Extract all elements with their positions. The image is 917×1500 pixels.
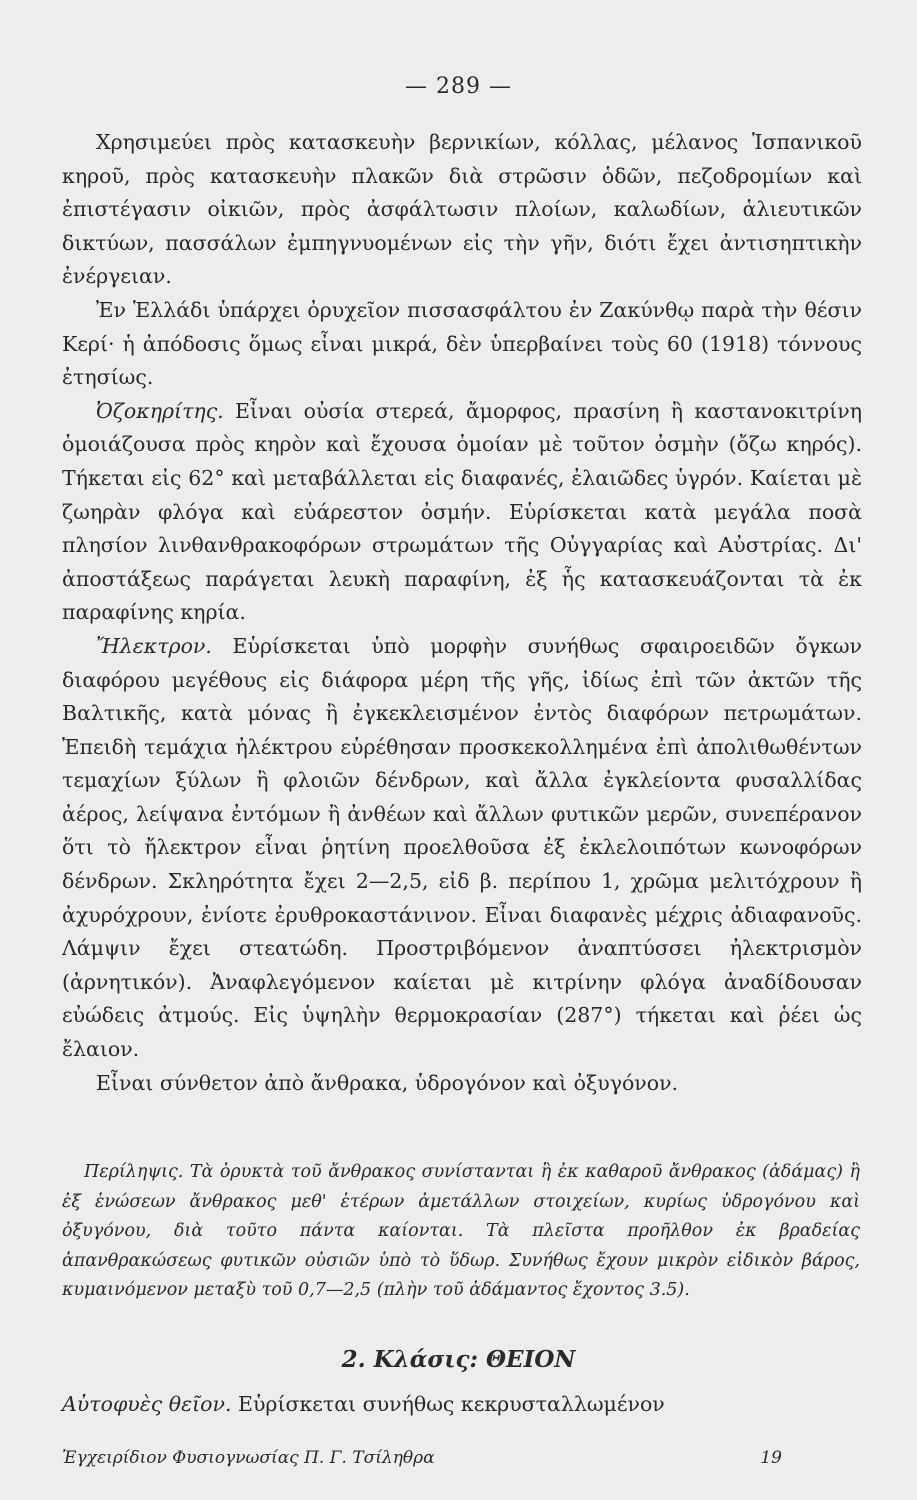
paragraph-composition: Εἶναι σύνθετον ἀπὸ ἄνθρακα, ὑδρογόνον καὶ ὀξυγόνον. [96, 1070, 679, 1095]
term-amber: Ἤλεκτρον. [96, 633, 212, 658]
main-text [62, 126, 862, 1100]
term-native-sulfur: Αὐτοφυὲς θεῖον. [62, 1392, 232, 1416]
footer [62, 1448, 782, 1468]
paragraph-amber [62, 630, 862, 1067]
summary-block [62, 1158, 860, 1306]
amber-text: Εὑρίσκεται ὑπὸ μορφὴν συνήθως σφαιροειδῶν ὄγκων διαφόρου μεγέθους εἰς διάφορα μέρη τῆς γῆς, ἰδίως ἐπὶ τῶν ἀκτῶν τῆς Βαλτικῆς, κατὰ μόνας ἢ ἐγκεκλεισμένον ἐντὸς διαφόρων πετρωμάτων. Ἐπειδὴ τεμάχια ἠλέκτρου εὑρέθησαν προσκεκολλημένα ἐπὶ ἀπολιθωθέντων τεμαχίων ξύλων ἢ φλοιῶν δένδρων, καὶ ἄλλα ἐγκλείοντα φυσαλλίδας ἀέρος, λείψανα ἐντόμων ἢ ἀνθέων καὶ ἄλλων φυτικῶν μερῶν, συνεπέρανον ὅτι τὸ ἤλεκτρον εἶναι ῥητίνη προελθοῦσα ἐξ ἐκλελοιπότων κωνοφόρων δένδρων. Σκληρότητα ἔχει 2—2,5, εἰδ β. περίπου 1, χρῶμα μελιτόχρουν ἢ ἀχυρόχρουν, ἐνίοτε ἐρυθροκαστάνινον. Εἶναι διαφανὲς μέχρις ἀδιαφανοῦς. Λάμψιν ἔχει στεατώδη. Προστριβόμενον ἀναπτύσσει ἠλεκτρισμὸν (ἀρνητικόν). Ἀναφλεγόμενον καίεται μὲ κιτρίνην φλόγα ἀναδίδουσαν εὐώδεις ἀτμούς. Εἰς ὑψηλὴν θερμοκρασίαν (287°) τήκεται καὶ ῥέει ὡς ἔλαιον. [62, 633, 862, 1062]
ozokerite-text: Εἶναι οὐσία στερεά, ἄμορφος, πρασίνη ἢ καστανοκιτρίνη ὁμοιάζουσα πρὸς κηρὸν καὶ ἔχουσα ὁμοίαν μὲ τοῦτον ὀσμὴν (ὄζω κηρός). Τήκεται εἰς 62° καὶ μεταβάλλεται εἰς διαφανές, ἐλαιῶδες ὑγρόν. Καίεται μὲ ζωηρὰν φλόγα καὶ εὐάρεστον ὀσμήν. Εὑρίσκεται κατὰ μεγάλα ποσὰ πλησίον λινθανθρακοφόρων στρωμάτων τῆς Οὐγγαρίας καὶ Αὐστρίας. Δι' ἀποστάξεως παράγεται λευκὴ παραφίνη, ἐξ ἧς κατασκευάζονται τὰ ἐκ παραφίνης κηρία. [62, 398, 862, 625]
section-heading: 2. Κλάσις: ΘΕΙΟΝ [341, 1346, 576, 1373]
footer-signature-number: 19 [760, 1448, 782, 1468]
footer-title: Ἐγχειρίδιον Φυσιογνωσίας Π. Γ. Τσίληθρα [62, 1448, 435, 1468]
sulfur-text: Εὑρίσκεται συνήθως κεκρυσταλλωμένον [231, 1392, 665, 1416]
summary-text: Περίληψις. Τὰ ὀρυκτὰ τοῦ ἄνθρακος συνίστανται ἢ ἐκ καθαροῦ ἄνθρακος (ἀδάμας) ἢ ἐξ ἑνώσεων ἄνθρακος μεθ' ἑτέρων ἀμετάλλων στοιχείων, κυρίως ὑδρογόνου καὶ ὀξυγόνου, διὰ τοῦτο πάντα καίονται. Τὰ πλεῖστα προῆλθον ἐκ βραδείας ἀπανθρακώσεως φυτικῶν οὐσιῶν ὑπὸ τὸ ὕδωρ. Συνήθως ἔχουν μικρὸν εἰδικὸν βάρος, κυμαινόμενον μεταξὺ τοῦ 0,7—2,5 (πλὴν τοῦ ἀδάμαντος ἔχοντος 3.5). [62, 1162, 860, 1301]
page-number: — 289 — [405, 74, 512, 99]
term-ozokerite: Ὀζοκηρίτης. [96, 398, 224, 423]
sulfur-paragraph [62, 1388, 862, 1422]
paragraph-uses: Χρησιμεύει πρὸς κατασκευὴν βερνικίων, κόλλας, μέλανος Ἱσπανικοῦ κηροῦ, πρὸς κατασκευὴν πλακῶν διὰ στρῶσιν ὁδῶν, πεζοδρομίων καὶ ἐπιστέγασιν οἰκιῶν, πρὸς ἀσφάλτωσιν πλοίων, καλωδίων, ἁλιευτικῶν δικτύων, πασσάλων ἐμπηγνυομένων εἰς τὴν γῆν, διότι ἔχει ἀντισηπτικὴν ἐνέργειαν. [62, 130, 862, 289]
paragraph-ozokerite [62, 395, 862, 630]
paragraph-greece: Ἐν Ἑλλάδι ὑπάρχει ὀρυχεῖον πισσασφάλτου ἐν Ζακύνθῳ παρὰ τὴν θέσιν Κερί· ἡ ἀπόδοσις ὅμως εἶναι μικρά, δὲν ὑπερβαίνει τοὺς 60 (1918) τόννους ἐτησίως. [62, 297, 862, 390]
